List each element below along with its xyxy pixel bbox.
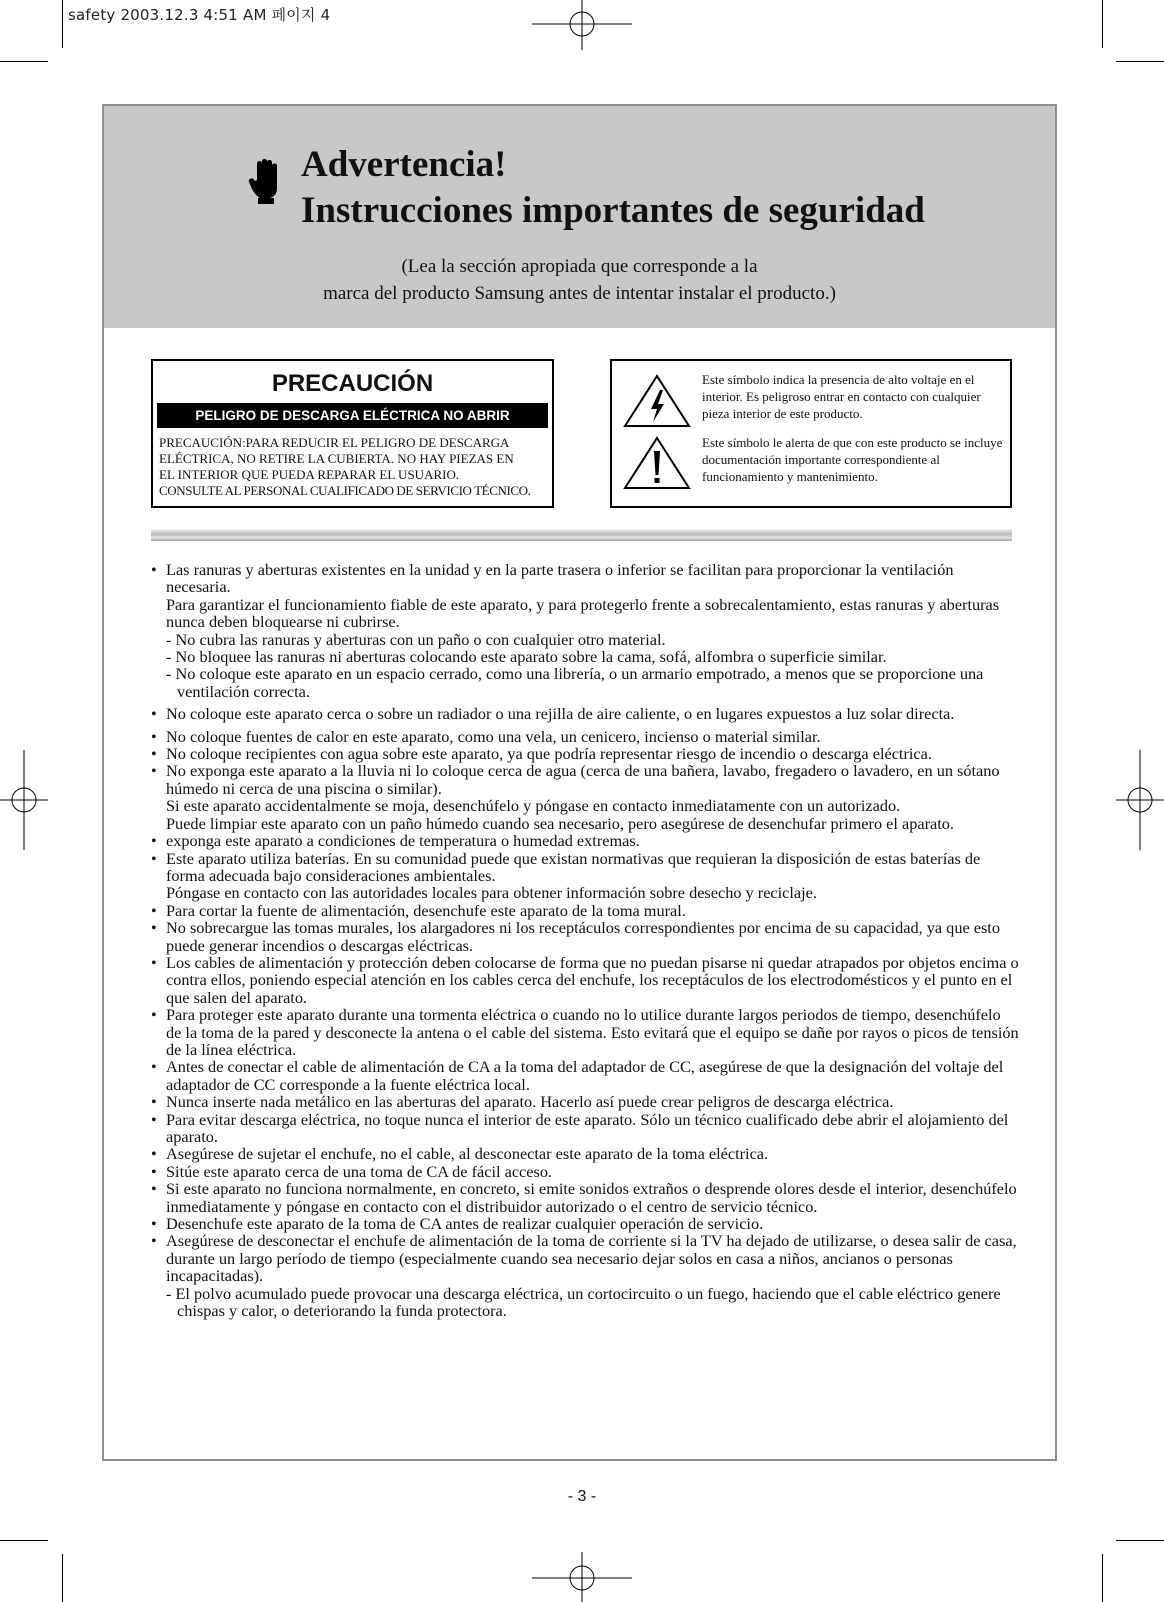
crop-mark — [1102, 1554, 1103, 1602]
list-item: • Si este aparato no funciona normalmente, en concreto, si emite sonidos extraños o desprende olores desde el interior, desenchúfelo inmediatamente y póngase en contacto con el distribuidor autorizado o el centro de servicio técnico. — [149, 1180, 1019, 1215]
registration-mark-top — [532, 0, 632, 50]
crop-mark — [1102, 0, 1103, 48]
list-item-continuation: Póngase en contacto con las autoridades locales para obtener información sobre desecho y reciclaje. — [166, 883, 817, 903]
caution-line: ELÉCTRICA, NO RETIRE LA CUBIERTA. NO HAY PIEZAS EN — [159, 451, 514, 466]
subtitle-line-2: marca del producto Samsung antes de intentar instalar el producto.) — [323, 283, 836, 304]
safety-panel — [102, 104, 1057, 1461]
list-sub-item: - No coloque este aparato en un espacio cerrado, como una librería, o un armario empotrado, a menos que se proporcione una ventilación correcta. — [166, 664, 984, 701]
list-sub-item: - No bloquee las ranuras ni aberturas colocando este aparato sobre la cama, sofá, alfombra o superficie similar. — [166, 647, 887, 667]
safety-instructions-list — [149, 561, 1019, 1319]
title-line-1: Advertencia! — [301, 144, 507, 185]
list-item-continuation: Para garantizar el funcionamiento fiable de este aparato, y para protegerlo frente a sobrecalentamiento, estas ranuras y aberturas nunca deben bloquearse ni cubrirse. — [166, 594, 1000, 632]
caution-text — [159, 435, 551, 499]
list-item: • Para evitar descarga eléctrica, no toque nunca el interior de este aparato. Sólo un técnico cualificado debe abrir el alojamiento del aparato. — [149, 1111, 1019, 1146]
list-item: • Las ranuras y aberturas existentes en la unidad y en la parte trasera o inferior se facilitan para proporcionar la ventilación necesaria. — [149, 561, 1019, 596]
list-item: • Este aparato utiliza baterías. En su comunidad puede que existan normativas que requieran la disposición de estas baterías de forma adecuada bajo consideraciones ambientales. — [149, 850, 1019, 885]
page-number: - 3 - — [567, 1488, 597, 1505]
crop-mark — [62, 0, 63, 48]
crop-mark — [1116, 1540, 1164, 1541]
list-item: • No coloque este aparato cerca o sobre un radiador o una rejilla de aire caliente, o en lugares expuestos a luz solar directa. — [149, 705, 1019, 722]
list-item: • No exponga este aparato a la lluvia ni lo coloque cerca de agua (cerca de una bañera, lavabo, fregadero o lavadero, en un sótano húmedo ni cerca de una piscina o similar). — [149, 762, 1019, 797]
hand-stop-icon — [248, 158, 282, 204]
list-item: • No coloque recipientes con agua sobre este aparato, ya que podría representar riesgo de incendio o descarga eléctrica. — [149, 745, 1019, 762]
list-item: • Sitúe este aparato cerca de una toma de CA de fácil acceso. — [149, 1163, 1019, 1180]
crop-mark — [0, 61, 48, 62]
list-item: • Asegúrese de desconectar el enchufe de alimentación de la toma de corriente si la TV ha dejado de utilizarse, o desea salir de casa, durante un largo período de tiempo (especialmente cuando sea necesario dejar solos en casa a niños, ancianos o personas incapacitadas). — [149, 1232, 1019, 1284]
list-item: • exponga este aparato a condiciones de temperatura o humedad extremas. — [149, 832, 1019, 849]
print-header: safety 2003.12.3 4:51 AM 페이지 4 — [68, 6, 331, 24]
warning-banner — [104, 106, 1055, 328]
symbols-box — [610, 359, 1012, 508]
section-divider — [151, 529, 1012, 541]
caution-line: EL INTERIOR QUE PUEDA REPARAR EL USUARIO. — [159, 467, 460, 482]
caution-bar: PELIGRO DE DESCARGA ELÉCTRICA NO ABRIR — [157, 403, 548, 428]
voltage-symbol-text: Este símbolo indica la presencia de alto voltaje en el interior. Es peligroso entrar en contacto con cualquier pieza interior de este producto. — [702, 372, 981, 421]
crop-mark — [0, 1540, 48, 1541]
list-item: • Desenchufe este aparato de la toma de CA antes de realizar cualquier operación de servicio. — [149, 1215, 1019, 1232]
exclamation-warning-icon — [622, 435, 692, 491]
caution-line: PRECAUCIÓN:PARA REDUCIR EL PELIGRO DE DESCARGA — [159, 435, 510, 450]
list-item: • Asegúrese de sujetar el enchufe, no el cable, al desconectar este aparato de la toma eléctrica. — [149, 1145, 1019, 1162]
alert-symbol-text: Este símbolo le alerta de que con este producto se incluye documentación importante correspondiente al funcionamiento y mantenimiento. — [702, 435, 1003, 484]
list-item: • Nunca inserte nada metálico en las aberturas del aparato. Hacerlo así puede crear peligros de descarga eléctrica. — [149, 1093, 1019, 1110]
title-line-2: Instrucciones importantes de seguridad — [301, 190, 925, 231]
list-item: • No coloque fuentes de calor en este aparato, como una vela, un cenicero, incienso o material similar. — [149, 728, 1019, 745]
list-item: • Los cables de alimentación y protección deben colocarse de forma que no puedan pisarse ni quedar atrapados por objetos encima o contra ellos, poniendo especial atención en los cables cerca del enchufe, los receptáculos de los electrodomésticos y el punto en el que salen del aparato. — [149, 954, 1019, 1006]
list-sub-item: - No cubra las ranuras y aberturas con un paño o con cualquier otro material. — [166, 629, 666, 649]
crop-mark — [1116, 61, 1164, 62]
registration-mark-right — [1116, 750, 1164, 850]
subtitle — [104, 253, 1055, 307]
list-item: • Para cortar la fuente de alimentación, desenchufe este aparato de la toma mural. — [149, 902, 1019, 919]
registration-mark-bottom — [532, 1552, 632, 1602]
list-item-continuation: Si este aparato accidentalmente se moja, desenchúfelo y póngase en contacto inmediatamente con un autorizado. — [166, 796, 901, 816]
caution-title: PRECAUCIÓN — [271, 370, 434, 397]
list-item: • Antes de conectar el cable de alimentación de CA a la toma del adaptador de CC, asegúrese de que la designación del voltaje del adaptador de CC corresponde a la fuente eléctrica local. — [149, 1058, 1019, 1093]
list-item-continuation: Puede limpiar este aparato con un paño húmedo cuando sea necesario, pero asegúrese de desenchufar primero el aparato. — [166, 813, 954, 833]
subtitle-line-1: (Lea la sección apropiada que corresponde a la — [401, 256, 758, 277]
list-item: • No sobrecargue las tomas murales, los alargadores ni los receptáculos correspondientes por encima de su capacidad, ya que esto puede generar incendios o descargas eléctricas. — [149, 919, 1019, 954]
list-item: • Para proteger este aparato durante una tormenta eléctrica o cuando no lo utilice durante largos periodos de tiempo, desenchúfelo de la toma de la pared y desconecte la antena o el cable del sistema. Esto evitará que el equipo se dañe por rayos o picos de tensión de la línea eléctrica. — [149, 1006, 1019, 1058]
high-voltage-icon — [622, 373, 692, 429]
caution-box — [151, 359, 554, 508]
crop-mark — [62, 1554, 63, 1602]
page-title — [301, 142, 925, 234]
list-sub-item: - El polvo acumulado puede provocar una descarga eléctrica, un cortocircuito o un fuego, haciendo que el cable eléctrico genere chispas y calor, o deteriorando la funda protectora. — [166, 1283, 1001, 1321]
registration-mark-left — [0, 750, 48, 850]
caution-line: CONSULTE AL PERSONAL CUALIFICADO DE SERVICIO TÉCNICO. — [159, 483, 531, 498]
